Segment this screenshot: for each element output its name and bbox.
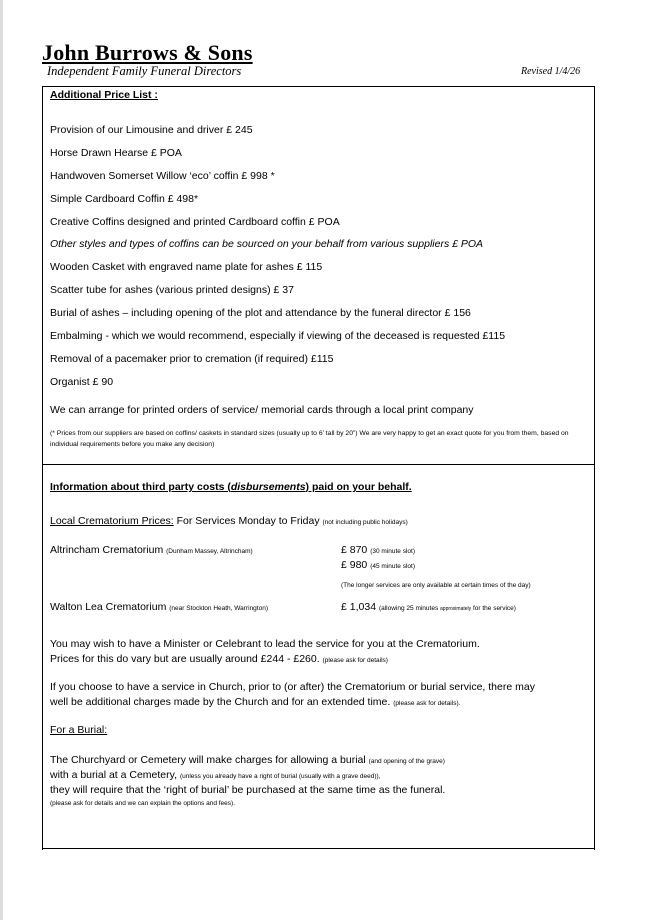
burial-line-1: The Churchyard or Cemetery will make charges for allowing a burial (and opening of the grave) — [50, 754, 445, 766]
church-line-2: well be additional charges made by the Church and for an extended time. (please ask for details). — [50, 696, 461, 708]
church-line-1: If you choose to have a service in Church, prior to (or after) the Crematorium or burial service, there may — [50, 681, 535, 693]
altrincham-price-45: £ 980 (45 minute slot) — [341, 559, 415, 571]
bottom-rule — [42, 848, 595, 849]
price-item-burial-ashes: Burial of ashes – including opening of the plot and attendance by the funeral director £ 156 — [50, 307, 471, 319]
local-crematorium-line: Local Crematorium Prices: For Services Monday to Friday (not including public holidays) — [50, 515, 408, 527]
company-tagline: Independent Family Funeral Directors — [47, 64, 242, 78]
price-item-creative-coffins: Creative Coffins designed and printed Cardboard coffin £ POA — [50, 216, 340, 228]
altrincham-name: Altrincham Crematorium (Dunham Massey, Altrincham) — [50, 544, 253, 556]
burial-line-2: with a burial at a Cemetery, (unless you already have a right of burial (usually with a grave deed)), — [50, 769, 381, 781]
price-item-printed-orders: We can arrange for printed orders of service/ memorial cards through a local print company — [50, 404, 474, 416]
supplier-footnote: (* Prices from our suppliers are based on coffins/ caskets in standard sizes (usually up to 6’ tall by 20”) We are very happy to get an exact quote for you from them, based on individual requirements before you make any decision) — [50, 430, 569, 448]
minister-line-2: Prices for this do vary but are usually around £244 - £260. (please ask for details) — [50, 653, 388, 665]
price-item-embalming: Embalming - which we would recommend, especially if viewing of the deceased is requested £115 — [50, 330, 506, 342]
burial-line-3: they will require that the ‘right of burial’ be purchased at the same time as the funeral. — [50, 784, 446, 796]
burial-line-4: (please ask for details and we can explain the options and fees). — [50, 800, 236, 807]
price-item-wooden-casket: Wooden Casket with engraved name plate for ashes £ 115 — [50, 261, 323, 273]
price-item-cardboard-coffin: Simple Cardboard Coffin £ 498* — [50, 193, 199, 205]
price-item-scatter-tube: Scatter tube for ashes (various printed designs) £ 37 — [50, 284, 294, 296]
price-item-organist: Organist £ 90 — [50, 376, 114, 388]
additional-price-title: Additional Price List : — [50, 89, 158, 101]
walton-name: Walton Lea Crematorium (near Stockton Heath, Warrington) — [50, 601, 268, 613]
altrincham-price-30: £ 870 (30 minute slot) — [341, 544, 415, 556]
price-item-horse-hearse: Horse Drawn Hearse £ POA — [50, 147, 182, 159]
price-item-willow-coffin: Handwoven Somerset Willow ‘eco’ coffin £ 998 * — [50, 170, 275, 182]
burial-title: For a Burial: — [50, 724, 108, 736]
price-item-other-styles: Other styles and types of coffins can be sourced on your behalf from various suppliers £ POA — [50, 238, 484, 250]
price-item-limousine: Provision of our Limousine and driver £ 245 — [50, 124, 253, 136]
page-edge — [0, 0, 3, 920]
price-item-pacemaker: Removal of a pacemaker prior to cremation (if required) £115 — [50, 353, 334, 365]
company-name: John Burrows & Sons — [42, 40, 253, 65]
third-party-title: Information about third party costs (disbursements) paid on your behalf. — [50, 481, 412, 493]
altrincham-note: (The longer services are only available at certain times of the day) — [341, 582, 531, 589]
minister-line-1: You may wish to have a Minister or Celebrant to lead the service for you at the Crematorium. — [50, 638, 480, 650]
walton-price: £ 1,034 (allowing 25 minutes approximately for the service) — [341, 601, 516, 613]
revised-date: Revised 1/4/26 — [521, 66, 581, 77]
